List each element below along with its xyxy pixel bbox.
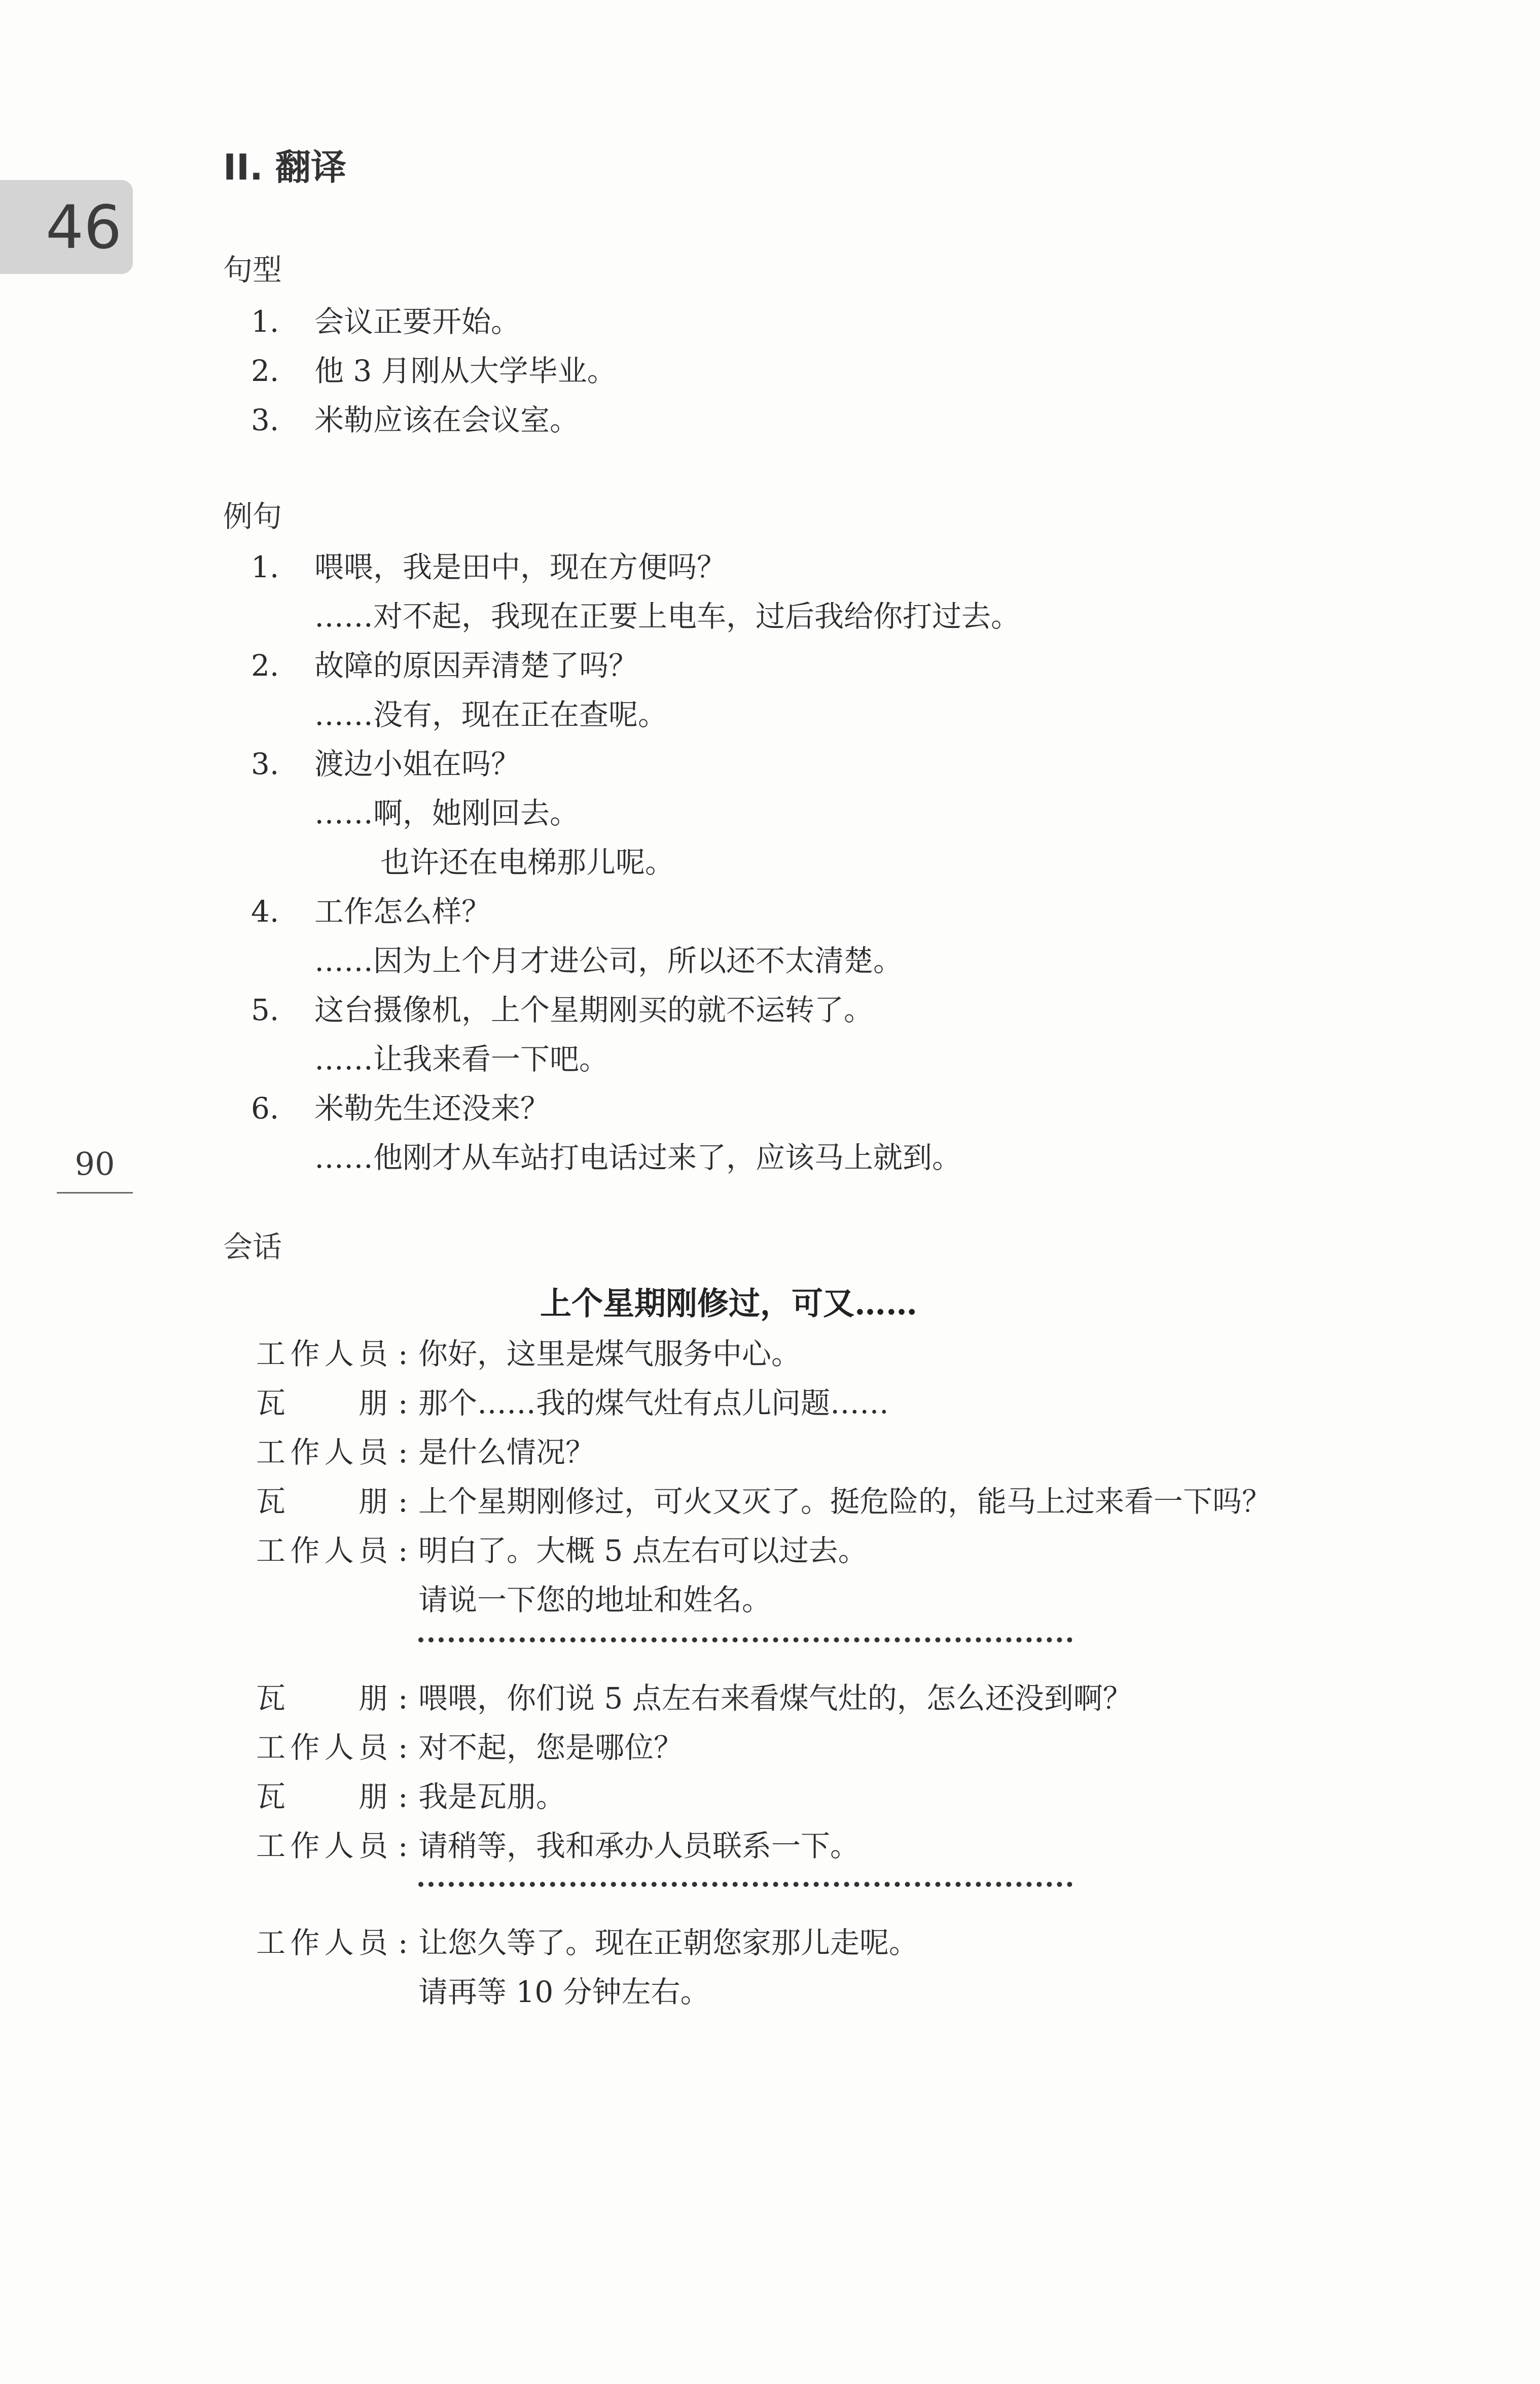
dialog-line: 那个……我的煤气灶有点儿问题…… xyxy=(418,1386,889,1420)
pattern-sentence: 会议正要开始。 xyxy=(314,304,521,339)
speaker-label: 瓦朋 xyxy=(256,1484,388,1519)
example-number: 6. xyxy=(251,1091,279,1126)
speaker-label: 工作人员 xyxy=(256,1925,388,1960)
speaker-label: 工作人员 xyxy=(256,1435,388,1469)
example-number: 4. xyxy=(251,894,279,929)
dialog-line: 上个星期刚修过，可火又灭了。挺危险的，能马上过来看一下吗？ xyxy=(418,1484,1272,1519)
example-reply: ……他刚才从车站打电话过来了，应该马上就到。 xyxy=(314,1140,962,1175)
example-number: 5. xyxy=(251,993,279,1027)
page-number-rule xyxy=(57,1192,133,1194)
example-question: 这台摄像机，上个星期刚买的就不运转了。 xyxy=(314,993,874,1027)
dialog-line: 让您久等了。现在正朝您家那儿走呢。 xyxy=(418,1925,919,1960)
example-question: 渡边小姐在吗？ xyxy=(314,747,521,781)
speaker-colon: : xyxy=(398,1337,408,1371)
dialog-line: 明白了。大概 5 点左右可以过去。 xyxy=(418,1533,868,1568)
conversation-title: 上个星期刚修过，可又…… xyxy=(540,1285,918,1322)
dialog-line: 你好，这里是煤气服务中心。 xyxy=(418,1337,801,1371)
speaker-colon: : xyxy=(398,1925,408,1960)
conversation-heading: 会话 xyxy=(223,1230,282,1264)
pattern-number: 3. xyxy=(251,403,279,437)
omission-dotted-line xyxy=(418,1882,1072,1887)
speaker-colon: : xyxy=(398,1533,408,1568)
patterns-heading: 句型 xyxy=(223,253,282,287)
speaker-colon: : xyxy=(398,1681,408,1715)
example-question: 喂喂，我是田中，现在方便吗？ xyxy=(314,550,727,584)
example-reply: ……没有，现在正在查呢。 xyxy=(314,697,668,732)
dialog-line: 请稍等，我和承办人员联系一下。 xyxy=(418,1829,860,1863)
pattern-number: 1. xyxy=(251,304,279,339)
example-question: 工作怎么样？ xyxy=(314,894,491,929)
speaker-label: 工作人员 xyxy=(256,1337,388,1371)
speaker-colon: : xyxy=(398,1484,408,1519)
speaker-colon: : xyxy=(398,1730,408,1765)
section-title: II. 翻译 xyxy=(223,147,347,188)
dialog-line: 对不起，您是哪位？ xyxy=(418,1730,684,1765)
dialog-line-continued: 请再等 10 分钟左右。 xyxy=(418,1975,710,2009)
pattern-sentence: 米勒应该在会议室。 xyxy=(314,403,580,437)
lesson-number: 46 xyxy=(46,192,122,262)
dialog-line: 我是瓦朋。 xyxy=(418,1779,566,1814)
speaker-label: 瓦朋 xyxy=(256,1386,388,1420)
omission-dotted-line xyxy=(418,1637,1072,1642)
speaker-colon: : xyxy=(398,1435,408,1469)
speaker-label: 工作人员 xyxy=(256,1829,388,1863)
speaker-colon: : xyxy=(398,1829,408,1863)
speaker-colon: : xyxy=(398,1779,408,1814)
dialog-line-continued: 请说一下您的地址和姓名。 xyxy=(418,1583,772,1617)
page-number: 90 xyxy=(75,1145,115,1182)
example-reply: ……让我来看一下吧。 xyxy=(314,1042,609,1076)
example-number: 3. xyxy=(251,747,279,781)
example-reply-continued: 也许还在电梯那儿呢。 xyxy=(380,845,675,880)
speaker-colon: : xyxy=(398,1386,408,1420)
example-question: 米勒先生还没来？ xyxy=(314,1091,550,1126)
example-reply: ……因为上个月才进公司，所以还不太清楚。 xyxy=(314,943,903,978)
example-number: 1. xyxy=(251,550,279,584)
examples-heading: 例句 xyxy=(223,499,282,534)
example-question: 故障的原因弄清楚了吗？ xyxy=(314,648,638,683)
pattern-number: 2. xyxy=(251,354,279,388)
example-reply: ……啊，她刚回去。 xyxy=(314,796,580,830)
speaker-label: 工作人员 xyxy=(256,1730,388,1765)
speaker-label: 瓦朋 xyxy=(256,1681,388,1715)
speaker-label: 瓦朋 xyxy=(256,1779,388,1814)
dialog-line: 是什么情况？ xyxy=(418,1435,595,1469)
pattern-sentence: 他 3 月刚从大学毕业。 xyxy=(314,354,617,388)
dialog-line: 喂喂，你们说 5 点左右来看煤气灶的，怎么还没到啊？ xyxy=(418,1681,1132,1715)
example-reply: ……对不起，我现在正要上电车，过后我给你打过去。 xyxy=(314,599,1021,634)
speaker-label: 工作人员 xyxy=(256,1533,388,1568)
example-number: 2. xyxy=(251,648,279,683)
